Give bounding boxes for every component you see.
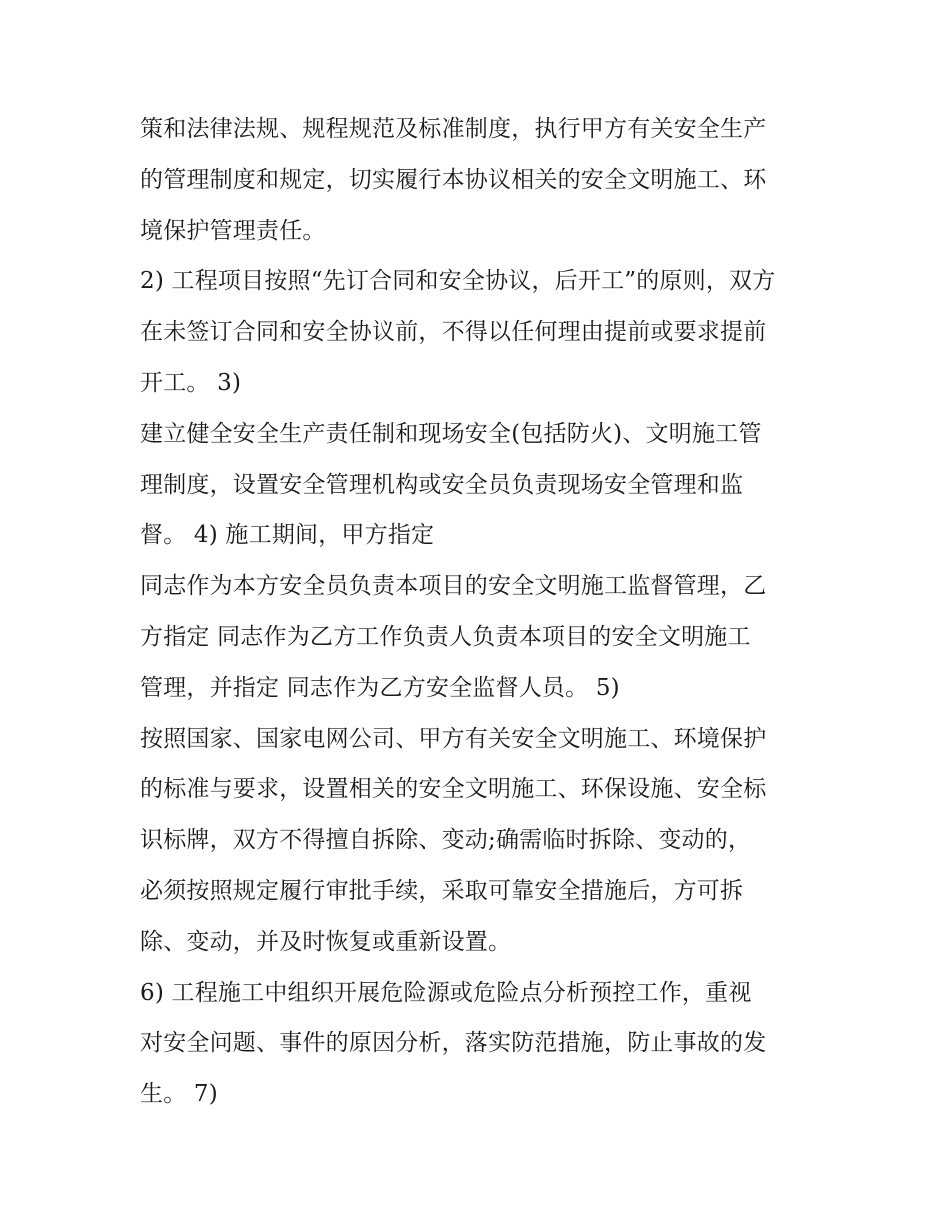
text-line-1: 策和法律法规、规程规范及标准制度，执行甲方有关安全生产 — [140, 116, 767, 142]
text-line-3: 境保护管理责任。 — [140, 217, 326, 244]
text-line-18: 6) 工程施工中组织开展危险源或危险点分析预控工作，重视 — [140, 979, 752, 1006]
text-line-11: 方指定 同志作为乙方工作负责人负责本项目的安全文明施工 — [140, 623, 751, 650]
text-line-12: 管理，并指定 同志作为乙方安全监督人员。 5) — [140, 674, 620, 701]
text-line-14: 的标准与要求，设置相关的安全文明施工、环保设施、安全标 — [140, 776, 767, 803]
text-line-13: 按照国家、国家电网公司、甲方有关安全文明施工、环境保护 — [140, 725, 767, 752]
text-line-6: 开工。 3) — [140, 369, 242, 396]
text-line-17: 除、变动，并及时恢复或重新设置。 — [140, 928, 512, 955]
text-line-9: 督。 4) 施工期间，甲方指定 — [140, 522, 435, 549]
text-line-15: 识标牌，双方不得擅自拆除、变动;确需临时拆除、变动的， — [140, 827, 752, 854]
text-line-8: 理制度，设置安全管理机构或安全员负责现场安全管理和监 — [140, 471, 744, 498]
text-line-10: 同志作为本方安全员负责本项目的安全文明施工监督管理，乙 — [140, 573, 767, 600]
text-line-20: 生。 7) — [140, 1081, 218, 1108]
text-line-7: 建立健全安全生产责任制和现场安全(包括防火)、文明施工管 — [140, 420, 762, 447]
text-line-5: 在未签订合同和安全协议前，不得以任何理由提前或要求提前 — [140, 319, 767, 346]
text-line-16: 必须按照规定履行审批手续，采取可靠安全措施后，方可拆 — [140, 877, 744, 904]
text-line-4: 2) 工程项目按照“先订合同和安全协议，后开工”的原则，双方 — [140, 268, 776, 295]
text-line-2: 的管理制度和规定，切实履行本协议相关的安全文明施工、环 — [140, 166, 767, 193]
text-line-19: 对安全问题、事件的原因分析，落实防范措施，防止事故的发 — [140, 1030, 767, 1057]
body-text — [140, 104, 820, 1120]
